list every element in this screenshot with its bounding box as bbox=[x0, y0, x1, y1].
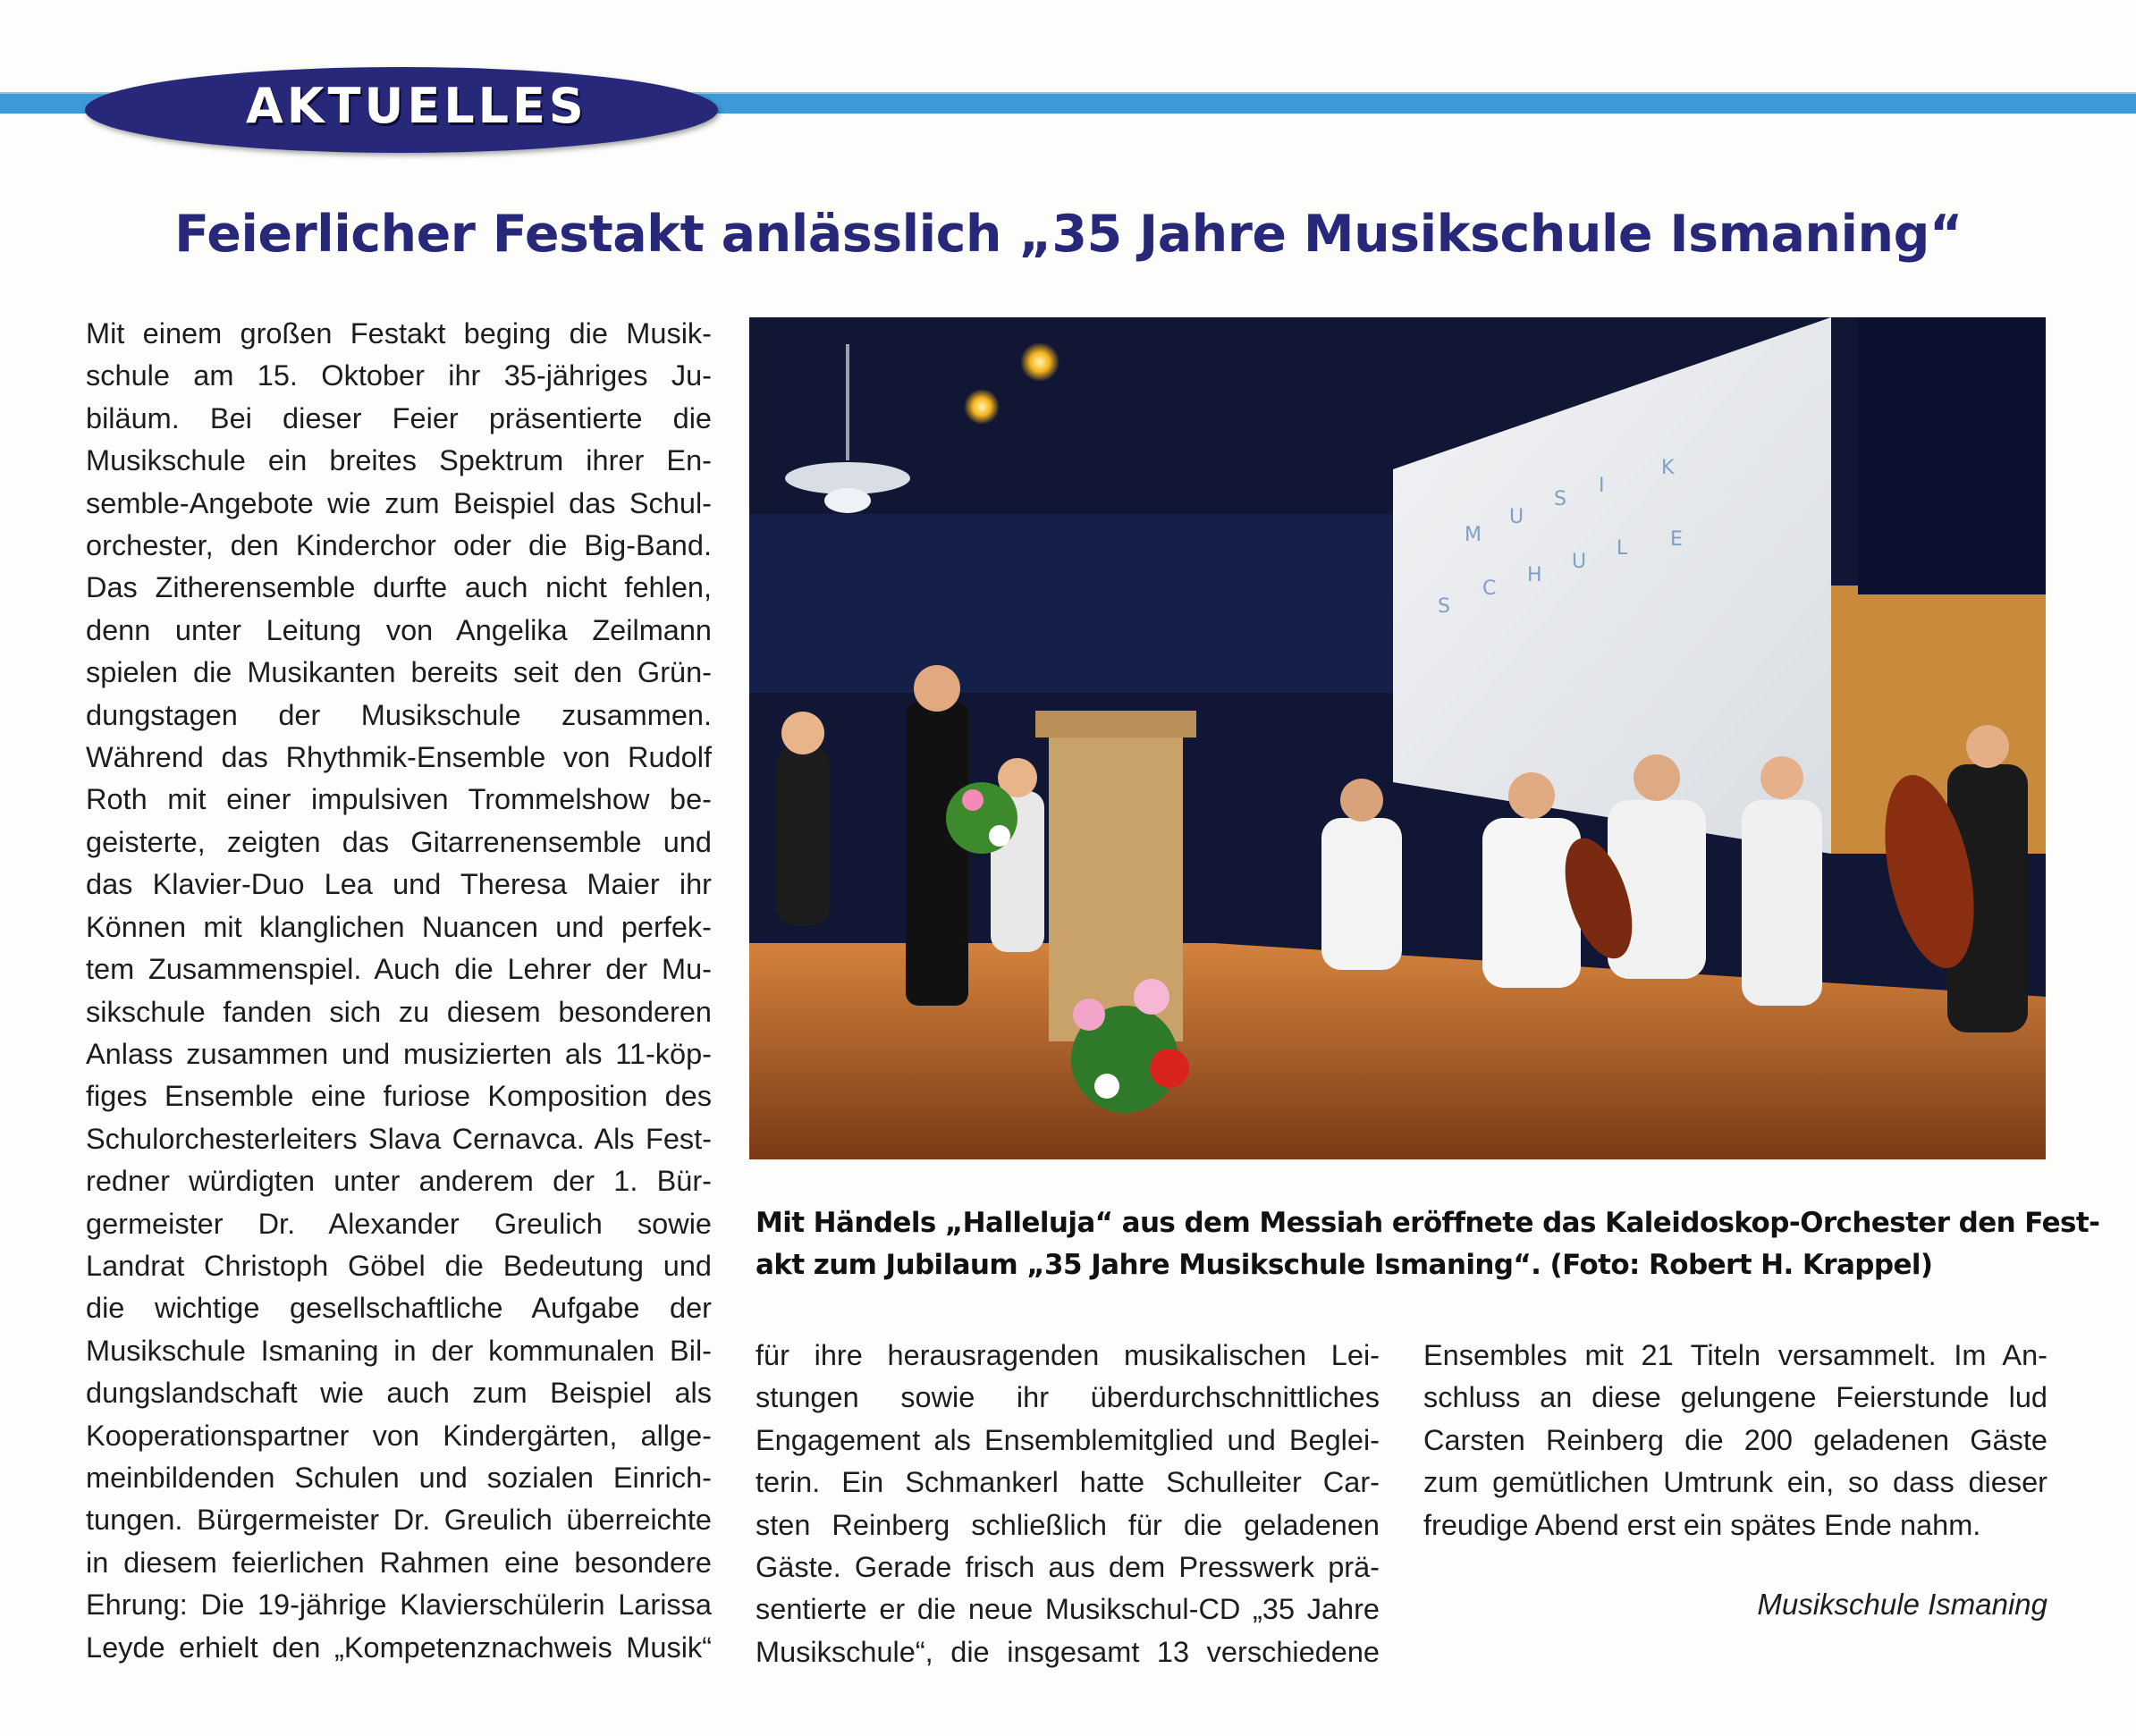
concert-photo bbox=[749, 317, 2046, 1159]
article-headline: Feierlicher Festakt anlässlich „35 Jahre Musikschule Ismaning“ bbox=[174, 205, 1963, 264]
svg-text:K: K bbox=[1661, 457, 1675, 479]
text-line: tem Zusammenspiel. Auch die Lehrer der Mu- bbox=[86, 953, 712, 986]
text-line: orchester, den Kinderchor oder die Big-Band. bbox=[86, 529, 712, 562]
article-column-2 bbox=[756, 1335, 1380, 1673]
text-line: semble-Angebote wie zum Beispiel das Schul- bbox=[86, 486, 712, 519]
text-line: schluss an diese gelungene Feierstunde lud bbox=[1423, 1381, 2047, 1414]
text-line: das Klavier-Duo Lea und Theresa Maier ihr bbox=[86, 868, 712, 901]
article-column-3 bbox=[1423, 1335, 2047, 1546]
text-line: Gäste. Gerade frisch aus dem Presswerk prä- bbox=[756, 1551, 1380, 1584]
caption-line: akt zum Jubilaum „35 Jahre Musikschule Ismaning“. (Foto: Robert H. Krappel) bbox=[756, 1249, 1933, 1281]
article-column-1 bbox=[86, 313, 712, 1669]
svg-text:U: U bbox=[1572, 551, 1587, 573]
text-line: zum gemütlichen Umtrunk ein, so dass dieser bbox=[1423, 1466, 2047, 1499]
text-line: tungen. Bürgermeister Dr. Greulich überreichte bbox=[86, 1504, 712, 1537]
text-line: Während das Rhythmik-Ensemble von Rudolf bbox=[86, 741, 712, 774]
text-line: Mit einem großen Festakt beging die Musik- bbox=[86, 317, 712, 350]
text-line: stungen sowie ihr überdurchschnittliches bbox=[756, 1381, 1380, 1414]
svg-text:S: S bbox=[1554, 488, 1566, 510]
text-line: Musikschule“, die insgesamt 13 verschiedene bbox=[756, 1635, 1380, 1668]
article-author: Musikschule Ismaning bbox=[1757, 1588, 2047, 1621]
text-line: Kooperationspartner von Kindergärten, allge- bbox=[86, 1419, 712, 1452]
text-line: sentierte er die neue Musikschul-CD „35 Jahre bbox=[756, 1593, 1380, 1626]
text-line: Ensembles mit 21 Titeln versammelt. Im An- bbox=[1423, 1339, 2047, 1371]
svg-text:E: E bbox=[1670, 528, 1683, 551]
text-line: redner würdigten unter anderem der 1. Bür- bbox=[86, 1165, 712, 1198]
text-line: sikschule fanden sich zu diesem besonderen bbox=[86, 995, 712, 1028]
text-line: germeister Dr. Alexander Greulich sowie bbox=[86, 1207, 712, 1240]
text-line: schule am 15. Oktober ihr 35-jähriges Ju- bbox=[86, 359, 712, 392]
text-line: terin. Ein Schmankerl hatte Schulleiter Car- bbox=[756, 1466, 1380, 1499]
text-line: spielen die Musikanten bereits seit den Grün- bbox=[86, 656, 712, 689]
text-line: dungstagen der Musikschule zusammen. bbox=[86, 698, 712, 731]
text-line: für ihre herausragenden musikalischen Lei- bbox=[756, 1339, 1380, 1371]
text-line: Engagement als Ensemblemitglied und Beglei- bbox=[756, 1423, 1380, 1456]
svg-text:U: U bbox=[1509, 506, 1524, 528]
concert-photo-image bbox=[749, 317, 2046, 1159]
text-line: sten Reinberg schließlich für die geladenen bbox=[756, 1508, 1380, 1541]
text-line: freudige Abend erst ein spätes Ende nahm. bbox=[1423, 1508, 1981, 1541]
text-line: meinbildenden Schulen und sozialen Einrich- bbox=[86, 1461, 712, 1494]
svg-text:I: I bbox=[1599, 475, 1605, 497]
photo-caption bbox=[756, 1202, 2100, 1286]
text-line: Schulorchesterleiters Slava Cernavca. Als Fest- bbox=[86, 1122, 712, 1155]
svg-text:M: M bbox=[1465, 524, 1482, 546]
svg-text:C: C bbox=[1482, 577, 1497, 600]
text-line: Roth mit einer impulsiven Trommelshow be- bbox=[86, 783, 712, 816]
text-line: geisterte, zeigten das Gitarrenensemble und bbox=[86, 825, 712, 858]
text-line: dungslandschaft wie auch zum Beispiel als bbox=[86, 1377, 712, 1410]
text-line: denn unter Leitung von Angelika Zeilmann bbox=[86, 613, 712, 646]
svg-text:L: L bbox=[1617, 537, 1628, 560]
section-label: AKTUELLES bbox=[246, 78, 587, 134]
text-line: Leyde erhielt den „Kompetenznachweis Musik“ bbox=[86, 1631, 712, 1664]
text-line: Anlass zusammen und musizierten als 11-köp- bbox=[86, 1037, 712, 1070]
text-line: Musikschule ein breites Spektrum ihrer En- bbox=[86, 444, 712, 477]
text-line: in diesem feierlichen Rahmen eine besondere bbox=[86, 1546, 712, 1579]
svg-text:H: H bbox=[1527, 564, 1542, 586]
text-line: Carsten Reinberg die 200 geladenen Gäste bbox=[1423, 1423, 2047, 1456]
text-line: Landrat Christoph Göbel die Bedeutung und bbox=[86, 1249, 712, 1282]
text-line: die wichtige gesellschaftliche Aufgabe der bbox=[86, 1292, 712, 1325]
text-line: figes Ensemble eine furiose Komposition des bbox=[86, 1080, 712, 1113]
text-line: biläum. Bei dieser Feier präsentierte die bbox=[86, 401, 712, 434]
text-line: Ehrung: Die 19-jährige Klavierschülerin Larissa bbox=[86, 1589, 712, 1622]
svg-text:S: S bbox=[1438, 595, 1450, 618]
text-line: Können mit klanglichen Nuancen und perfek- bbox=[86, 910, 712, 943]
text-line: Das Zitherensemble durfte auch nicht fehlen, bbox=[86, 571, 712, 604]
text-line: Musikschule Ismaning in der kommunalen Bil- bbox=[86, 1334, 712, 1367]
caption-line: Mit Händels „Halleluja“ aus dem Messiah eröffnete das Kaleidoskop-Orchester den Fest- bbox=[756, 1207, 2100, 1239]
